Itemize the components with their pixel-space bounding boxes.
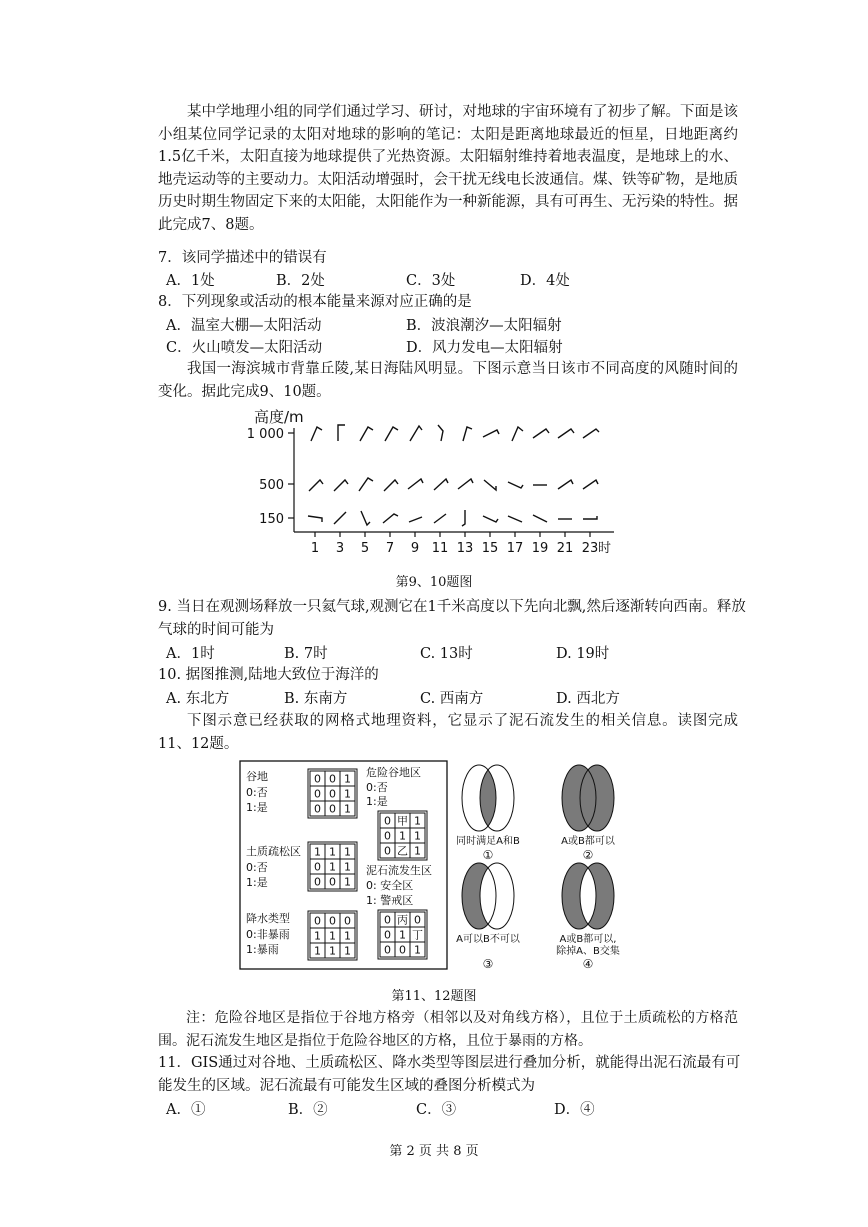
x-tick-label: 21	[556, 541, 574, 556]
grid-cell-value: 1	[414, 943, 421, 957]
grid-cell-value: 1	[314, 944, 321, 958]
grid-cell-value: 1	[314, 845, 321, 859]
valley-title: 谷地	[246, 770, 268, 783]
grid-cell-value: 0	[384, 913, 391, 927]
q11-option-c[interactable]: C．③	[416, 1102, 457, 1118]
q9-option-d[interactable]: D. 19时	[556, 646, 610, 662]
grid-cell-value: 0	[384, 844, 391, 858]
q9-option-b[interactable]: B. 7时	[284, 646, 328, 662]
venn-diagram	[561, 765, 616, 862]
venn-number: ②	[582, 848, 594, 862]
grid-cell-value: 0	[314, 875, 321, 889]
q10-option-d[interactable]: D. 西北方	[556, 691, 620, 707]
rain-title: 降水类型	[246, 912, 290, 925]
wind-barb	[458, 479, 473, 489]
q11-option-b[interactable]: B．②	[288, 1102, 328, 1118]
wind-barb	[558, 480, 573, 489]
grid-cell-value: 1	[344, 787, 351, 801]
venn-label: A或B都可以,	[559, 934, 617, 945]
passage-sea-land-breeze: 我国一海滨城市背靠丘陵,某日海陆风明显。下图示意当日该市不同高度的风随时间的变化。据此完成9、10题。	[158, 361, 738, 400]
y-tick-500: 500	[259, 478, 284, 493]
x-tick-label: 19	[531, 541, 549, 556]
wind-barb	[361, 511, 370, 525]
grid-cell-value: 1	[344, 929, 351, 943]
wind-barb	[583, 480, 598, 489]
q7-option-c[interactable]: C．3处	[406, 273, 456, 289]
grid-cell-value: 1	[399, 928, 406, 942]
rain-legend-1: 1:暴雨	[246, 943, 279, 956]
rain-legend-0: 0:非暴雨	[246, 928, 290, 941]
grid-cell-value: 1	[399, 829, 406, 843]
question-11-options	[166, 1098, 746, 1120]
q8-option-d[interactable]: D．风力发电—太阳辐射	[406, 340, 563, 356]
question-8-options-row2	[166, 336, 746, 358]
grid-cell-value: 1	[329, 929, 336, 943]
gis-layers-figure	[238, 758, 638, 972]
wind-barb	[384, 480, 398, 491]
question-8-options-row1	[166, 314, 746, 336]
wind-barb	[311, 427, 322, 441]
page-footer: 第 2 页 共 8 页	[389, 1144, 479, 1159]
x-tick-label: 5	[360, 541, 370, 556]
grid-cell-value: 0	[329, 914, 336, 928]
x-ticks	[311, 532, 611, 556]
wind-barb	[533, 515, 547, 522]
q10-option-c[interactable]: C. 西南方	[420, 691, 484, 707]
grid-cell-value: 1	[344, 845, 351, 859]
debris-title: 泥石流发生区	[366, 864, 432, 877]
q10-option-a[interactable]: A. 东北方	[166, 691, 230, 707]
x-tick-label: 11	[431, 541, 449, 556]
x-tick-label: 3	[335, 541, 345, 556]
grid-cell-value: 0	[329, 802, 336, 816]
wind-barb	[383, 514, 398, 523]
grid-cell-value: 0	[329, 787, 336, 801]
question-7-stem: 7．该同学描述中的错误有	[158, 250, 327, 266]
question-11-stem: 11．GIS通过对谷地、土质疏松区、降水类型等图层进行叠加分析，就能得出泥石流最有可能发生的区域。泥石流最有可能发生区域的叠图分析模式为	[158, 1055, 741, 1094]
question-7-options	[166, 269, 746, 291]
x-tick-label: 17	[506, 541, 524, 556]
danger-legend-0: 0:否	[366, 781, 388, 794]
q9-option-a[interactable]: A．1时	[166, 646, 215, 662]
wind-barb-chart	[240, 402, 630, 562]
wind-barb	[309, 480, 323, 491]
soil-title: 土质疏松区	[246, 845, 301, 858]
grid-cell-value: 1	[344, 944, 351, 958]
wind-barb	[558, 429, 574, 438]
soil-legend-0: 0:否	[246, 861, 268, 874]
x-unit-label: 时	[598, 541, 612, 556]
q10-option-b[interactable]: B. 东南方	[284, 691, 348, 707]
danger-title: 危险谷地区	[366, 766, 421, 779]
wind-barb	[409, 517, 422, 522]
wind-barb	[463, 427, 472, 441]
grid-cell-value: 0	[384, 928, 391, 942]
x-tick-label: 23	[581, 541, 599, 556]
wind-barb	[410, 426, 422, 441]
grid-cell-value: 1	[344, 802, 351, 816]
y-tick-1000: 1 000	[246, 427, 284, 442]
soil-legend-1: 1:是	[246, 876, 268, 889]
grid-cell-value: 1	[414, 844, 421, 858]
grid-cell-value: 0	[314, 860, 321, 874]
passage-gis: 下图示意已经获取的网格式地理资料，它显示了泥石流发生的相关信息。读图完成11、12题。	[158, 713, 738, 752]
question-9-options	[166, 642, 746, 664]
q9-option-c[interactable]: C. 13时	[420, 646, 473, 662]
x-tick-label: 13	[456, 541, 474, 556]
wind-barb	[360, 427, 373, 441]
grid-cell-value: 丙	[397, 913, 408, 927]
question-9-stem: 9. 当日在观测场释放一只氦气球,观测它在1千米高度以下先向北飘,然后逐渐转向西南。释放气球的时间可能为	[158, 599, 746, 638]
q8-option-c[interactable]: C．火山喷发—太阳活动	[166, 340, 323, 356]
venn-label-line2: 除掉A、B交集	[556, 946, 620, 957]
q11-option-a[interactable]: A．①	[166, 1102, 206, 1118]
q7-option-d[interactable]: D．4处	[520, 273, 570, 289]
gis-caption: 第11、12题图	[391, 989, 477, 1004]
danger-legend-1: 1:是	[366, 795, 388, 808]
venn-number: ③	[482, 957, 494, 971]
grid-cell-value: 0	[414, 913, 421, 927]
wind-barb	[508, 482, 523, 488]
grid-cell-value: 0	[329, 772, 336, 786]
chart-y-label: 高度/m	[254, 408, 304, 426]
chart-caption: 第9、10题图	[395, 575, 473, 590]
q11-option-d[interactable]: D．④	[554, 1102, 595, 1118]
grid-cell-value: 1	[344, 860, 351, 874]
grid-cell-value: 1	[329, 944, 336, 958]
q8-option-a[interactable]: A．温室大棚—太阳活动	[166, 318, 322, 334]
wind-barb	[533, 429, 549, 438]
grid-cell-value: 1	[314, 929, 321, 943]
grid-cell-value: 1	[414, 814, 421, 828]
valley-legend-1: 1:是	[246, 801, 268, 814]
x-tick-label: 7	[385, 541, 395, 556]
venn-number: ①	[482, 848, 494, 862]
wind-barb	[308, 516, 322, 522]
wind-barb	[434, 479, 448, 490]
wind-barb	[483, 516, 498, 522]
valley-legend-0: 0:否	[246, 786, 268, 799]
grid-cell-value: 乙	[397, 844, 408, 858]
wind-barb	[334, 480, 348, 491]
wind-barb	[438, 425, 443, 441]
q7-option-a[interactable]: A．1处	[166, 273, 215, 289]
debris-legend-0: 0: 安全区	[366, 879, 414, 892]
grid-cell-value: 0	[344, 914, 351, 928]
grid-cell-value: 0	[399, 943, 406, 957]
x-tick-label: 9	[410, 541, 420, 556]
wind-barb	[408, 479, 423, 489]
grid-cell-value: 丁	[412, 928, 423, 942]
question-10-options	[166, 687, 746, 709]
wind-barb	[512, 427, 523, 441]
grid-cell-value: 0	[384, 943, 391, 957]
grid-cell-value: 0	[314, 802, 321, 816]
q8-option-b[interactable]: B．波浪潮汐—太阳辐射	[406, 318, 562, 334]
grid-cell-value: 1	[344, 875, 351, 889]
wind-barb	[483, 430, 499, 437]
venn-diagram	[456, 863, 521, 971]
grid-cell-value: 1	[329, 845, 336, 859]
venn-number: ④	[582, 957, 594, 971]
venn-diagrams	[456, 765, 620, 971]
wind-barb	[385, 427, 398, 441]
venn-label: A可以B不可以	[456, 934, 520, 945]
grid-cell-value: 0	[314, 914, 321, 928]
grid-cell-value: 0	[314, 772, 321, 786]
question-8-stem: 8．下列现象或活动的根本能量来源对应正确的是	[158, 294, 472, 310]
venn-diagram	[556, 863, 620, 971]
q7-option-b[interactable]: B．2处	[276, 273, 325, 289]
wind-barb	[508, 516, 522, 522]
wind-barbs	[308, 425, 599, 526]
grid-cell-value: 0	[314, 787, 321, 801]
wind-barb	[583, 429, 599, 438]
wind-barb	[334, 512, 346, 524]
debris-legend-1: 1: 警戒区	[366, 894, 414, 907]
grid-cell-value: 0	[329, 875, 336, 889]
wind-barb	[359, 478, 373, 491]
wind-barb	[583, 516, 597, 519]
grid-cell-value: 0	[384, 829, 391, 843]
passage-sun-notes: 某中学地理小组的同学们通过学习、研讨，对地球的宇宙环境有了初步了解。下面是该小组某位同学记录的太阳对地球的影响的笔记：太阳是距离地球最近的恒星，日地距离约1.5亿千米，太阳直接为地球提供了光热资源。太阳辐射维持着地表温度，是地球上的水、地壳运动等的主要动力。太阳活动增强时，会干扰无线电长波通信。煤、铁等矿物，是地质历史时期生物固定下来的太阳能，太阳能作为一种新能源，具有可再生、无污染的特性。据此完成7、8题。	[158, 104, 738, 233]
wind-barb	[484, 480, 496, 490]
grid-cell-value: 甲	[397, 814, 408, 828]
question-10-stem: 10. 据图推测,陆地大致位于海洋的	[158, 667, 379, 683]
gis-note: 注：危险谷地区是指位于谷地方格旁（相邻以及对角线方格），且位于土质疏松的方格范围。泥石流发生地区是指位于危险谷地区的方格，且位于暴雨的方格。	[158, 1010, 738, 1049]
grid-cell-value: 1	[414, 829, 421, 843]
wind-barb	[462, 510, 465, 526]
grid-cell-value: 1	[329, 860, 336, 874]
venn-label: 同时满足A和B	[456, 836, 520, 847]
x-tick-label: 1	[310, 541, 320, 556]
x-tick-label: 15	[481, 541, 499, 556]
venn-diagram	[456, 765, 520, 862]
y-tick-150: 150	[259, 512, 284, 527]
grid-cell-value: 1	[344, 772, 351, 786]
grid-cell-value: 0	[384, 814, 391, 828]
wind-barb	[338, 425, 345, 441]
wind-barb	[434, 514, 446, 523]
venn-label: A或B都可以	[561, 836, 615, 847]
